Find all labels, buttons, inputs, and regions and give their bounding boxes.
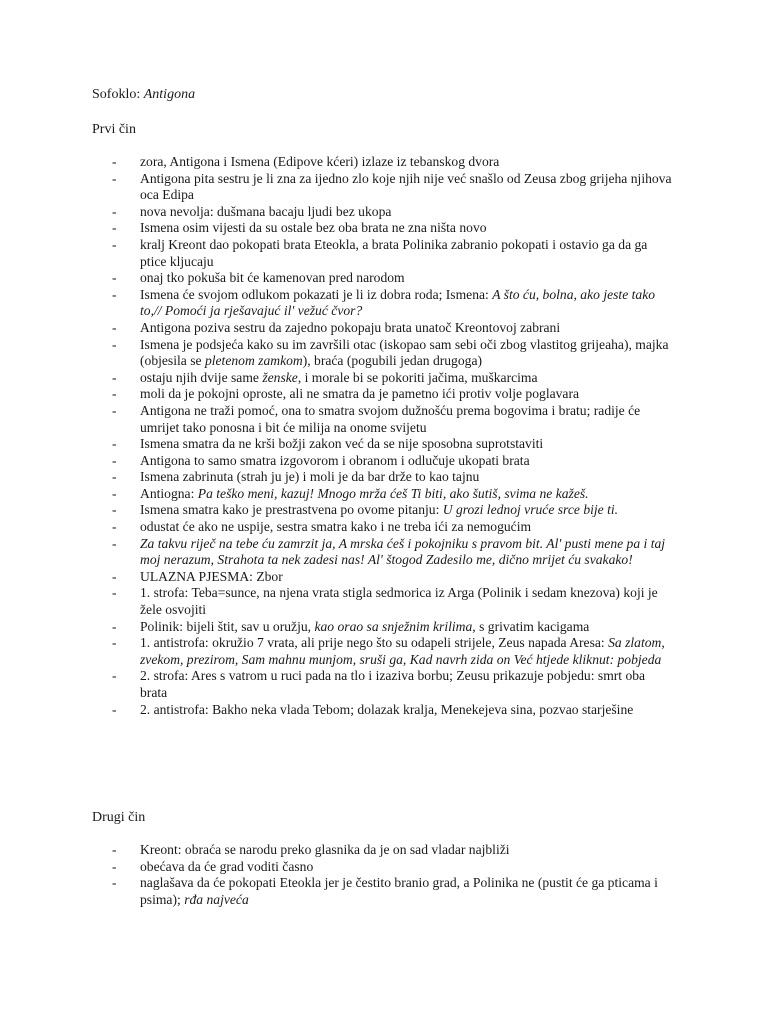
- list-item: [112, 569, 672, 586]
- list-item-text: Ismena će svojom odlukom pokazati je li iz dobra roda; Ismena:: [140, 286, 493, 302]
- list-item: [112, 237, 672, 270]
- list-item-text: Ismena smatra da ne krši božji zakon već da se nije sposobna suprotstaviti: [140, 436, 544, 452]
- list-item-text: Ismena osim vijesti da su ostale bez oba brata ne zna ništa novo: [140, 220, 487, 236]
- list-item-italic-text: A što ću, bolna, ako jeste tako to,// Pomoći ja rješavajuć il' vežuć čvor?: [140, 286, 656, 319]
- list-item-text: moli da je pokojni oproste, ali ne smatra da je pametno ići protiv volje poglavara: [140, 386, 580, 402]
- list-item: [112, 502, 672, 519]
- bullet-list-prvi-cin: [112, 154, 672, 718]
- list-item-italic-text: U grozi lednoj vruće srce bije ti.: [442, 502, 619, 518]
- list-item: [112, 403, 672, 436]
- list-item-italic-text: Za takvu riječ na tebe ću zamrzit ja, A mrska ćeš i pokojniku s pravom bit. Al' pusti mene pa i taj moj nerazum, Strahota ta nek zadesi nas! Al' štogod Zadesilo me, dično mrijet ću svakako!: [140, 535, 666, 568]
- bullet-list-drugi-cin: [112, 842, 672, 908]
- list-item-text: Ismena zabrinuta (strah ju je) i moli je da bar drže to kao tajnu: [140, 469, 480, 485]
- list-item-text: 2. strofa: Ares s vatrom u ruci pada na tlo i izaziva borbu; Zeusu prikazuje pobjedu: smrt oba brata: [140, 668, 646, 700]
- list-item: [112, 171, 672, 204]
- list-item-text: Antiogna:: [140, 485, 198, 501]
- list-item: [112, 469, 672, 486]
- list-item: [112, 204, 672, 221]
- list-item: [112, 320, 672, 337]
- list-item-text: nova nevolja: dušmana bacaju ljudi bez ukopa: [140, 203, 392, 219]
- title-author: Sofoklo:: [92, 87, 141, 102]
- list-item-text: Antigona ne traži pomoć, ona to smatra svojom dužnošću prema bogovima i bratu; radije će umrijet tako ponosna i bit će milija na onome svijetu: [140, 402, 641, 435]
- list-item-text: Polinik: bijeli štit, sav u oružju,: [140, 618, 315, 634]
- list-item: [112, 702, 672, 719]
- list-item: [112, 337, 672, 370]
- list-item: [112, 436, 672, 453]
- list-item: [112, 842, 672, 859]
- list-item: [112, 154, 672, 171]
- list-item: [112, 585, 672, 618]
- list-item-text: 1. strofa: Teba=sunce, na njena vrata stigla sedmorica iz Arga (Polinik i sedam knezova) koji je žele osvojiti: [140, 585, 658, 618]
- list-item: [112, 859, 672, 876]
- list-item: [112, 370, 672, 387]
- list-item-text: ), braća (pogubili jedan drugoga): [302, 353, 483, 369]
- list-item-text: ULAZNA PJESMA: Zbor: [140, 568, 283, 584]
- list-item: [112, 220, 672, 237]
- list-item-text: odustat će ako ne uspije, sestra smatra kako i ne treba ići za nemogućim: [140, 519, 532, 535]
- list-item: [112, 453, 672, 470]
- section-heading-prvi-cin: Prvi čin: [92, 122, 136, 137]
- list-item-italic-text: pletenom zamkom: [204, 353, 303, 369]
- list-item-text: naglašava da će pokopati Eteokla jer je čestito branio grad, a Polinika ne (pustit će ga pticama i psima);: [140, 875, 658, 907]
- list-item-text: obećava da će grad voditi časno: [140, 858, 314, 874]
- list-item-italic-text: rđa najveća: [184, 891, 249, 907]
- list-item-text: 2. antistrofa: Bakho neka vlada Tebom; dolazak kralja, Menekejeva sina, pozvao starješine: [140, 701, 634, 717]
- list-item: [112, 875, 672, 908]
- list-item-italic-text: Pa teško meni, kazuj! Mnogo mrža ćeš Ti biti, ako šutiš, svima ne kažeš.: [197, 485, 589, 501]
- list-item: [112, 386, 672, 403]
- list-item: [112, 287, 672, 320]
- list-item-text: onaj tko pokuša bit će kamenovan pred narodom: [140, 270, 405, 286]
- list-item-italic-text: kao orao sa snježnim krilima: [314, 618, 473, 634]
- list-item: [112, 668, 672, 701]
- list-item-text: , s grivatim kacigama: [472, 618, 590, 634]
- list-item-text: , i morale bi se pokoriti jačima, muškarcima: [297, 369, 538, 385]
- list-item-text: Antigona pita sestru je li zna za ijedno zlo koje njih nije već snašlo od Zeusa zbog grijeha njihova oca Edipa: [140, 170, 672, 203]
- list-item: [112, 635, 672, 668]
- list-item-italic-text: Sa zlatom, zvekom, prezirom, Sam mahnu munjom, sruši ga, Kad navrh zida on Već htjede kliknut: pobjeda: [140, 635, 665, 667]
- list-item-italic-text: ženske: [262, 369, 298, 385]
- list-item: [112, 270, 672, 287]
- list-item: [112, 536, 672, 569]
- list-item-text: Ismena smatra kako je prestrastvena po ovome pitanju:: [140, 502, 443, 518]
- list-item-text: ostaju njih dvije same: [140, 369, 263, 385]
- list-item-text: Antigona to samo smatra izgovorom i obranom i odlučuje ukopati brata: [140, 452, 530, 468]
- list-item: [112, 619, 672, 636]
- document-title: [92, 86, 195, 103]
- list-item: [112, 519, 672, 536]
- list-item-text: 1. antistrofa: okružio 7 vrata, ali prije nego što su odapeli strijele, Zeus napada Aresa:: [140, 635, 609, 651]
- section-heading-drugi-cin: Drugi čin: [92, 810, 146, 825]
- list-item-text: kralj Kreont dao pokopati brata Eteokla, a brata Polinika zabranio pokopati i ostavio ga da ga ptice kljucaju: [140, 236, 648, 269]
- title-work: Antigona: [143, 87, 196, 102]
- list-item-text: Ismena je podsjeća kako su im završili otac (iskopao sam sebi oči zbog vlastitog grijeaha), majka (objesila se: [140, 336, 669, 369]
- list-item-text: Kreont: obraća se narodu preko glasnika da je on sad vladar najbliži: [140, 842, 510, 857]
- list-item: [112, 486, 672, 503]
- list-item-text: zora, Antigona i Ismena (Edipove kćeri) izlaze iz tebanskog dvora: [140, 154, 500, 169]
- list-item-text: Antigona poziva sestru da zajedno pokopaju brata unatoč Kreontovoj zabrani: [140, 319, 561, 335]
